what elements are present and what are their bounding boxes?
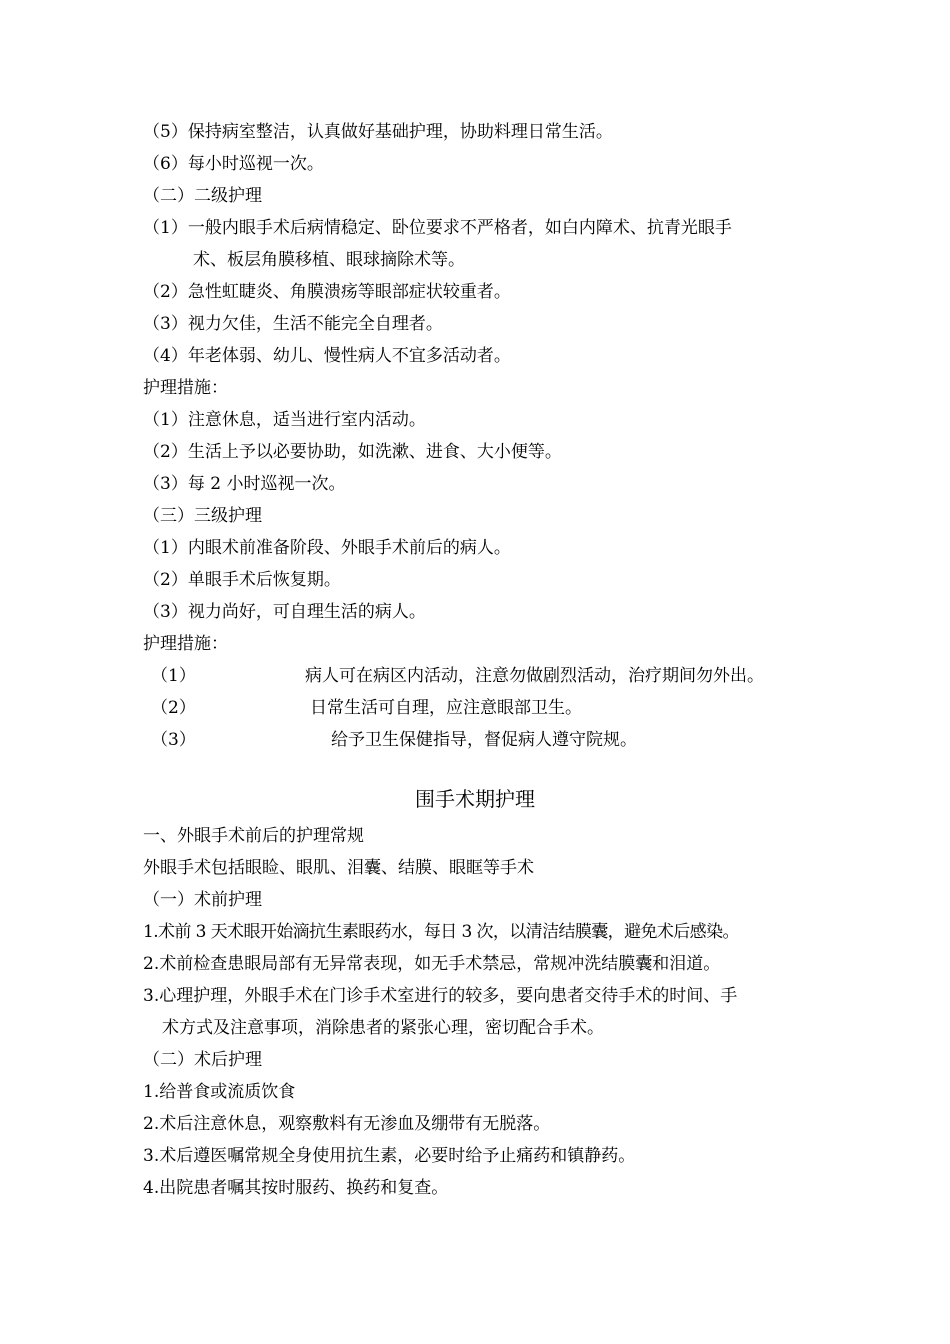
section-subheading: （三）三级护理 [143, 506, 262, 526]
text-line: （2）生活上予以必要协助，如洗漱、进食、大小便等。 [143, 442, 562, 462]
text-line: （4）年老体弱、幼儿、慢性病人不宜多活动者。 [143, 346, 511, 366]
text-line: 术方式及注意事项，消除患者的紧张心理，密切配合手术。 [162, 1018, 604, 1038]
text-line: 4.出院患者嘱其按时服药、换药和复查。 [143, 1178, 449, 1198]
text-line: 术、板层角膜移植、眼球摘除术等。 [193, 250, 465, 270]
section-title: 围手术期护理 [415, 787, 535, 811]
text-line: （1）一般内眼手术后病情稳定、卧位要求不严格者，如白内障术、抗青光眼手 [143, 218, 732, 238]
text-line: （1）注意休息，适当进行室内活动。 [143, 410, 426, 430]
text-line: （3）视力尚好，可自理生活的病人。 [143, 602, 426, 622]
measure-number: （1） [151, 666, 196, 686]
text-line: （3）视力欠佳，生活不能完全自理者。 [143, 314, 443, 334]
measure-text: 日常生活可自理，应注意眼部卫生。 [310, 698, 582, 718]
section-subheading: （一）术前护理 [143, 890, 262, 910]
measure-text: 给予卫生保健指导，督促病人遵守院规。 [331, 730, 637, 750]
measure-text: 病人可在病区内活动，注意勿做剧烈活动，治疗期间勿外出。 [305, 666, 764, 686]
measure-number: （2） [151, 698, 196, 718]
text-line: （5）保持病室整洁，认真做好基础护理，协助料理日常生活。 [143, 122, 613, 142]
text-line: 2.术前检查患眼局部有无异常表现，如无手术禁忌，常规冲洗结膜囊和泪道。 [143, 954, 721, 974]
text-line: （1）内眼术前准备阶段、外眼手术前后的病人。 [143, 538, 511, 558]
text-line: 3.心理护理，外眼手术在门诊手术室进行的较多，要向患者交待手术的时间、手 [143, 986, 738, 1006]
text-line: （2）单眼手术后恢复期。 [143, 570, 341, 590]
text-line: （3）每 2 小时巡视一次。 [143, 474, 346, 494]
section-subheading: （二）二级护理 [143, 186, 262, 206]
text-line: 护理措施： [143, 378, 228, 398]
text-line: 1.给普食或流质饮食 [143, 1082, 296, 1102]
text-line: 护理措施： [143, 634, 228, 654]
text-line: 1.术前 3 天术眼开始滴抗生素眼药水，每日 3 次，以清洁结膜囊，避免术后感染。 [143, 922, 739, 942]
text-line: 3.术后遵医嘱常规全身使用抗生素，必要时给予止痛药和镇静药。 [143, 1146, 636, 1166]
text-line: （6）每小时巡视一次。 [143, 154, 324, 174]
text-line: （2）急性虹睫炎、角膜溃疡等眼部症状较重者。 [143, 282, 511, 302]
text-line: 外眼手术包括眼睑、眼肌、泪囊、结膜、眼眶等手术 [143, 858, 534, 878]
text-line: 一、外眼手术前后的护理常规 [143, 826, 364, 846]
text-line: 2.术后注意休息，观察敷料有无渗血及绷带有无脱落。 [143, 1114, 551, 1134]
measure-number: （3） [151, 730, 196, 750]
section-subheading: （二）术后护理 [143, 1050, 262, 1070]
